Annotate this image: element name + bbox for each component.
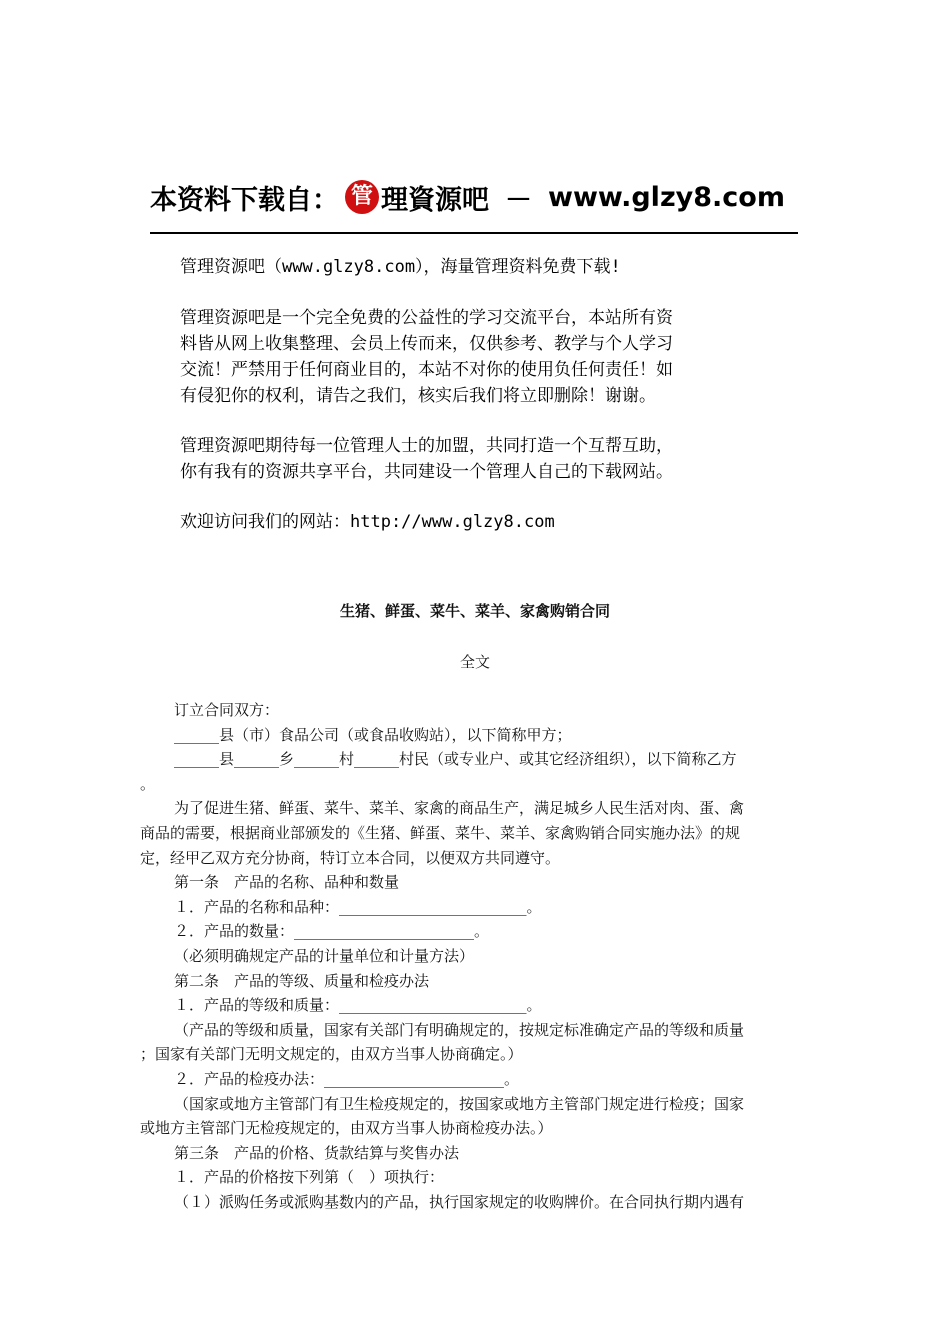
section-heading: 第一条 产品的名称、品种和数量 — [174, 873, 400, 892]
banner-prefix: 本资料下载自： — [150, 184, 339, 216]
banner-site-name: 理資源吧 — [381, 184, 489, 216]
contract-subtitle: 全文 — [459, 653, 490, 671]
body-line: ２．产品的数量：________________________。 — [174, 922, 490, 941]
contract-title: 生猪、鲜蛋、菜牛、菜羊、家禽购销合同 — [339, 602, 610, 620]
body-line: 商品的需要，根据商业部颁发的《生猪、鲜蛋、菜牛、菜羊、家禽购销合同实施办法》的规 — [140, 823, 741, 842]
notice-disclaimer-line-1: 管理资源吧是一个完全免费的公益性的学习交流平台，本站所有资 — [180, 308, 673, 328]
body-line: １．产品的名称和品种：_________________________。 — [174, 897, 542, 916]
body-line: 或地方主管部门无检疫规定的，由双方当事人协商检疫办法。） — [140, 1119, 553, 1138]
notice-join-line-1: 管理资源吧期待每一位管理人士的加盟，共同打造一个互帮互助， — [180, 436, 673, 456]
notice-intro: 管理资源吧（www.glzy8.com），海量管理资料免费下载! — [180, 257, 621, 277]
section-heading: 第三条 产品的价格、货款结算与奖售办法 — [174, 1143, 460, 1162]
banner-divider — [150, 232, 798, 234]
notice-disclaimer-line-2: 料皆从网上收集整理、会员上传而来，仅供参考、教学与个人学习 — [180, 334, 673, 354]
notice-join-line-2: 你有我有的资源共享平台，共同建设一个管理人自己的下载网站。 — [180, 462, 673, 482]
body-line: （１）派购任务或派购基数内的产品，执行国家规定的收购牌价。在合同执行期内遇有 — [174, 1192, 745, 1211]
body-line: ２．产品的检疫办法：________________________。 — [174, 1069, 520, 1088]
notice-disclaimer-line-4: 有侵犯你的权利，请告之我们，核实后我们将立即删除！谢谢。 — [180, 386, 656, 406]
banner-dash: － — [505, 184, 532, 216]
body-line: 。 — [140, 774, 156, 793]
body-line: 定，经甲乙双方充分协商，特订立本合同，以便双方共同遵守。 — [140, 848, 561, 867]
body-line: （国家或地方主管部门有卫生检疫规定的，按国家或地方主管部门规定进行检疫；国家 — [174, 1094, 745, 1113]
notice-disclaimer-line-3: 交流！严禁用于任何商业目的，本站不对你的使用负任何责任！如 — [180, 360, 673, 380]
banner-url[interactable]: www.glzy8.com — [548, 181, 785, 213]
body-line: １．产品的价格按下列第（ ）项执行： — [174, 1168, 445, 1187]
body-line: ______县______乡______村______村民（或专业户、或其它经济组织），以下简称乙方 — [174, 750, 737, 769]
notice-website: 欢迎访问我们的网站：http://www.glzy8.com — [180, 512, 555, 532]
contract-body — [140, 698, 810, 1214]
body-line: 订立合同双方： — [174, 701, 280, 719]
site-logo-icon: 管 — [345, 180, 379, 214]
body-line: 为了促进生猪、鲜蛋、菜牛、菜羊、家禽的商品生产，满足城乡人民生活对肉、蛋、禽 — [174, 799, 745, 818]
body-line: （必须明确规定产品的计量单位和计量方法） — [174, 946, 475, 965]
body-line: （产品的等级和质量，国家有关部门有明确规定的，按规定标准确定产品的等级和质量 — [174, 1020, 745, 1039]
download-banner — [150, 172, 800, 222]
body-line: １．产品的等级和质量：_________________________。 — [174, 996, 542, 1015]
section-heading: 第二条 产品的等级、质量和检疫办法 — [174, 971, 430, 990]
body-line: ______县（市）食品公司（或食品收购站），以下简称甲方； — [174, 725, 572, 744]
body-line: ；国家有关部门无明文规定的，由双方当事人协商确定。） — [140, 1045, 523, 1064]
